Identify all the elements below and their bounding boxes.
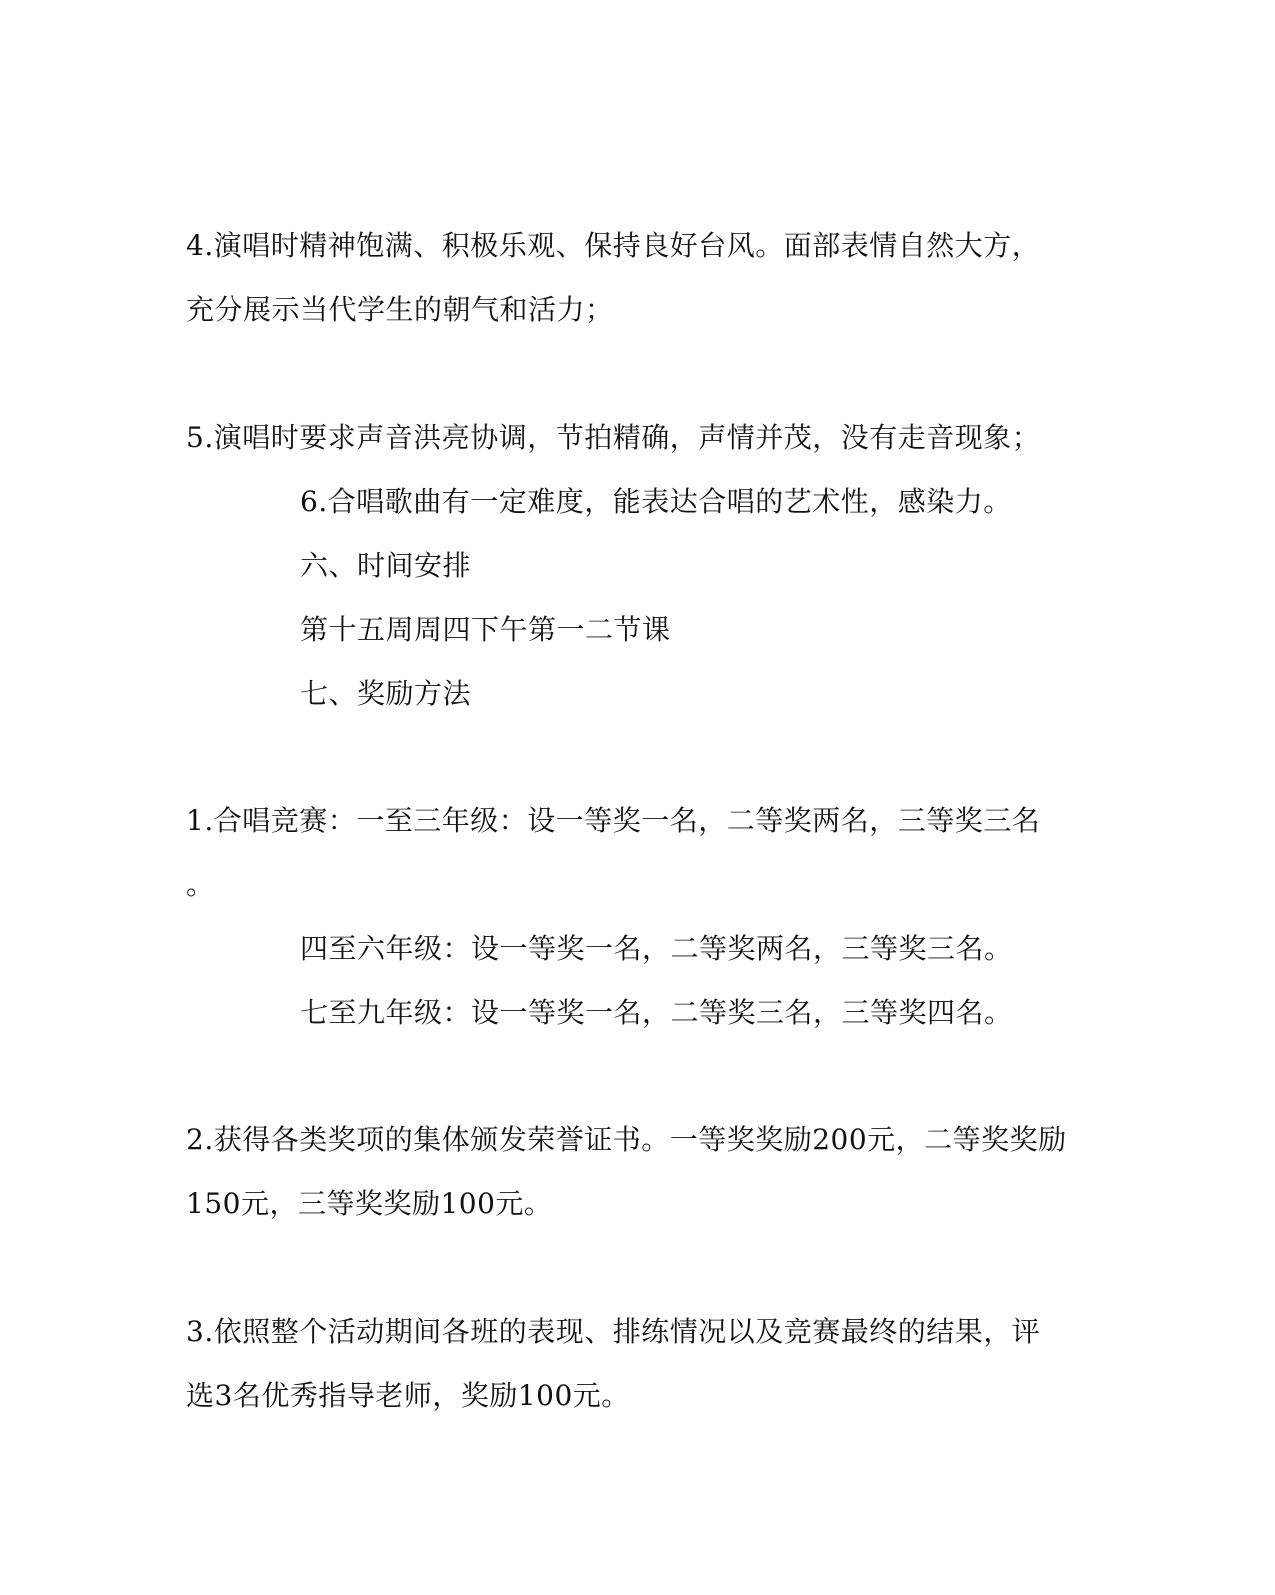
schedule-text: 第十五周周四下午第一二节课 (300, 613, 671, 646)
award-item-2-line-1: 2.获得各类奖项的集体颁发荣誉证书。一等奖奖励200元，二等奖奖励 (186, 1123, 1067, 1156)
award-grades-4-6: 四至六年级：设一等奖一名，二等奖两名，三等奖三名。 (300, 932, 1013, 965)
award-item-3-line-2: 选3名优秀指导老师，奖励100元。 (186, 1379, 630, 1412)
award-item-2-line-2: 150元，三等奖奖励100元。 (186, 1187, 553, 1220)
section-heading-schedule: 六、时间安排 (300, 549, 472, 582)
award-item-1-line-1: 1.合唱竞赛：一至三年级：设一等奖一名，二等奖两名，三等奖三名 (186, 804, 1041, 837)
paragraph-6: 6.合唱歌曲有一定难度，能表达合唱的艺术性，感染力。 (300, 485, 1012, 518)
award-item-3-line-1: 3.依照整个活动期间各班的表现、排练情况以及竞赛最终的结果，评 (186, 1315, 1041, 1348)
paragraph-4-line-1: 4.演唱时精神饱满、积极乐观、保持良好台风。面部表情自然大方， (186, 229, 1041, 262)
paragraph-4-line-2: 充分展示当代学生的朝气和活力； (186, 293, 614, 326)
section-heading-awards: 七、奖励方法 (300, 677, 472, 710)
paragraph-5: 5.演唱时要求声音洪亮协调，节拍精确，声情并茂，没有走音现象； (186, 421, 1041, 454)
award-item-1-line-2: 。 (186, 868, 215, 901)
award-grades-7-9: 七至九年级：设一等奖一名，二等奖三名，三等奖四名。 (300, 996, 1013, 1029)
